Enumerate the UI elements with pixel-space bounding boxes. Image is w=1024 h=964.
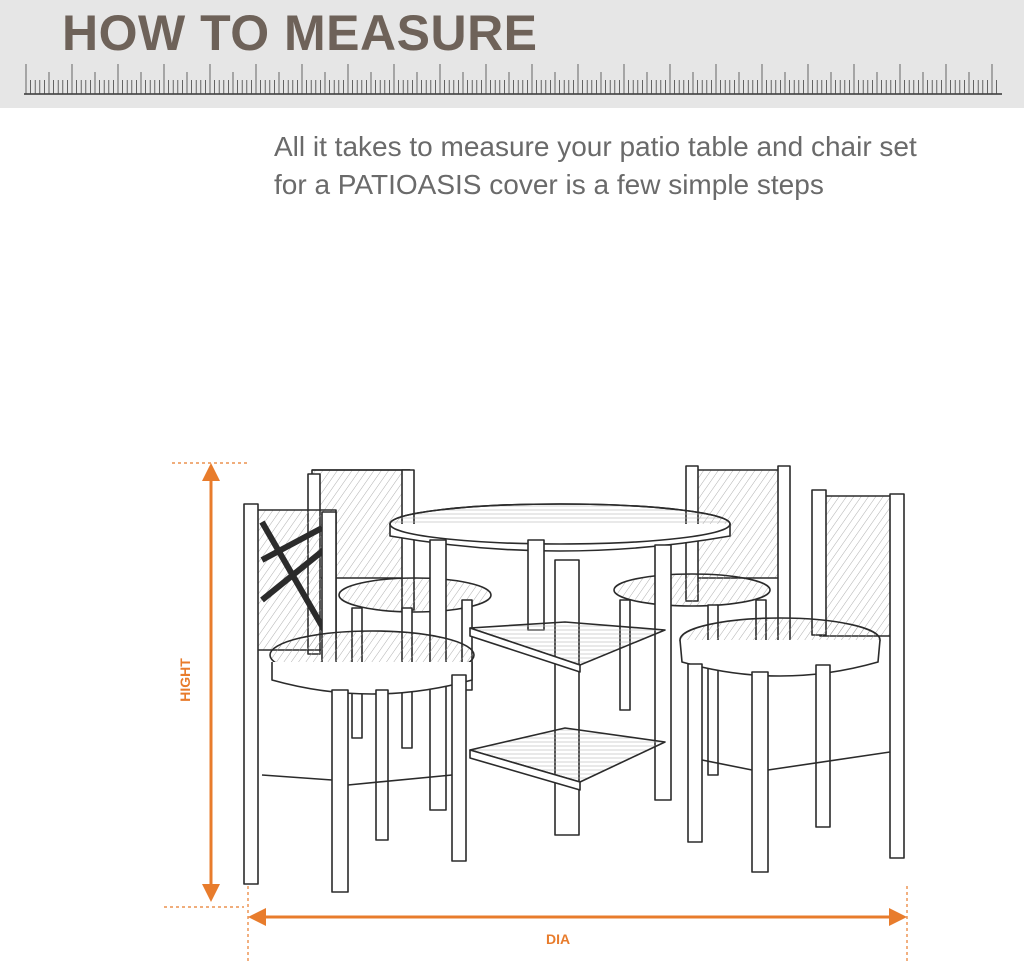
page-title: HOW TO MEASURE [62, 5, 538, 61]
intro-line-1: All it takes to measure your patio table and chair set [274, 131, 917, 162]
diameter-dimension [248, 886, 907, 962]
height-label: HIGHT [176, 658, 193, 702]
intro-line-2: for a PATIOASIS cover is a few simple steps [274, 169, 824, 200]
diameter-label: DIA [546, 931, 571, 947]
